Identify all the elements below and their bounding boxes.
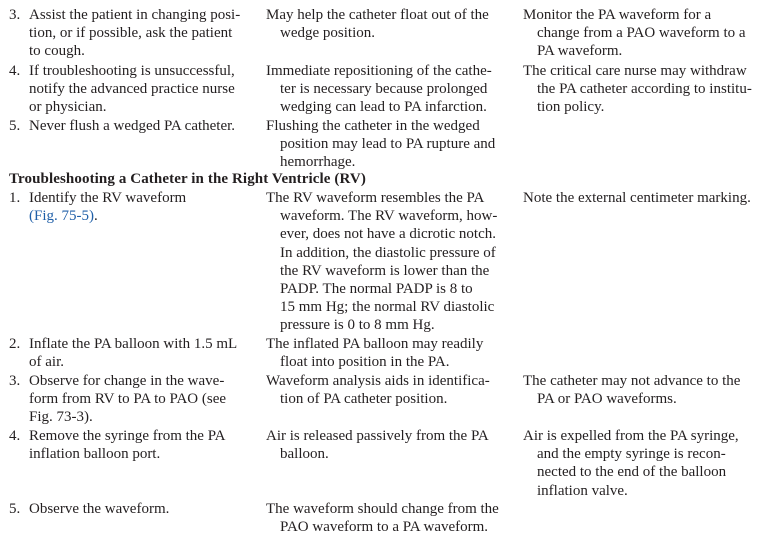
step-number: 1.: [9, 190, 21, 206]
note-line: PA or PAO waveforms.: [537, 391, 677, 408]
step-text-line: Observe for change in the wave-: [29, 373, 225, 389]
step-text-line: notify the advanced practice nurse: [29, 81, 235, 98]
note-cell: [523, 427, 769, 500]
rationale-line: 15 mm Hg; the normal RV diastolic: [280, 299, 495, 316]
step-text-line: form from RV to PA to PAO (see: [29, 391, 227, 408]
note-cell: [523, 62, 769, 117]
step-cell: [9, 189, 255, 225]
step-number: 5.: [9, 118, 21, 134]
step-text-line: inflation balloon port.: [29, 446, 161, 463]
step-cell: [9, 500, 255, 518]
rationale-cell: [266, 500, 510, 536]
step-number: 5.: [9, 501, 21, 517]
rationale-line: ever, does not have a dicrotic notch.: [280, 226, 496, 243]
note-cell: [523, 6, 769, 61]
step-cell: [9, 335, 255, 371]
section-heading: Troubleshooting a Catheter in the Right Ventricle (RV): [9, 171, 366, 187]
note-line: nected to the end of the balloon: [537, 464, 727, 481]
rationale-line: wedging can lead to PA infarction.: [280, 99, 487, 116]
step-text-line: Never flush a wedged PA catheter.: [29, 118, 236, 134]
rationale-line: In addition, the diastolic pressure of: [280, 244, 496, 261]
step-number: 4.: [9, 428, 21, 444]
step-text-line: If troubleshooting is unsuccessful,: [29, 63, 235, 79]
rationale-line: The inflated PA balloon may readily: [266, 336, 484, 352]
rationale-line: balloon.: [280, 446, 329, 463]
note-line: the PA catheter according to institu-: [537, 81, 752, 98]
step-number: 2.: [9, 336, 21, 352]
step-text-line: Inflate the PA balloon with 1.5 mL: [29, 336, 238, 352]
rationale-cell: [266, 335, 510, 371]
step-number: 4.: [9, 63, 21, 79]
step-cell: [9, 372, 255, 427]
rationale-line: hemorrhage.: [280, 154, 356, 171]
rationale-line: The RV waveform resembles the PA: [266, 190, 485, 206]
step-text-line: [29, 207, 255, 225]
step-text-line: Remove the syringe from the PA: [29, 428, 226, 444]
note-line: PA waveform.: [537, 43, 623, 60]
note-cell: [523, 189, 769, 207]
rationale-cell: [266, 372, 510, 408]
step-text-line: Identify the RV waveform: [29, 190, 187, 206]
rationale-cell: [266, 189, 510, 335]
step-text-line: tion, or if possible, ask the patient: [29, 25, 233, 42]
note-line: change from a PAO waveform to a: [537, 25, 746, 42]
step-text-line: Observe the waveform.: [29, 501, 170, 517]
note-line: The catheter may not advance to the: [523, 373, 741, 389]
note-line: Note the external centimeter marking.: [523, 190, 751, 206]
step-text-line: to cough.: [29, 43, 85, 60]
step-number: 3.: [9, 7, 21, 23]
step-number: 3.: [9, 373, 21, 389]
rationale-line: pressure is 0 to 8 mm Hg.: [280, 317, 435, 334]
rationale-line: float into position in the PA.: [280, 354, 450, 371]
step-text-suffix: .: [94, 208, 98, 225]
step-text-line: or physician.: [29, 99, 107, 116]
rationale-line: ter is necessary because prolonged: [280, 81, 488, 98]
rationale-line: PAO waveform to a PA waveform.: [280, 519, 489, 536]
rationale-line: Waveform analysis aids in identifica-: [266, 373, 490, 389]
step-cell: [9, 427, 255, 463]
rationale-cell: [266, 427, 510, 463]
rationale-line: position may lead to PA rupture and: [280, 136, 496, 153]
step-cell: [9, 6, 255, 61]
step-cell: [9, 117, 255, 135]
step-text-line: Assist the patient in changing posi-: [29, 7, 241, 23]
rationale-line: the RV waveform is lower than the: [280, 262, 490, 279]
figure-reference-link[interactable]: (Fig. 75-5): [29, 208, 94, 225]
rationale-cell: [266, 117, 510, 172]
step-cell: [9, 62, 255, 117]
rationale-cell: [266, 6, 510, 42]
rationale-line: waveform. The RV waveform, how-: [280, 208, 498, 225]
note-cell: [523, 372, 769, 408]
rationale-cell: [266, 62, 510, 117]
rationale-line: Air is released passively from the PA: [266, 428, 489, 444]
rationale-line: May help the catheter float out of the: [266, 7, 489, 23]
step-text-line: of air.: [29, 354, 64, 371]
note-line: inflation valve.: [537, 482, 628, 499]
rationale-line: The waveform should change from the: [266, 501, 499, 517]
note-line: Air is expelled from the PA syringe,: [523, 428, 739, 444]
rationale-line: Flushing the catheter in the wedged: [266, 118, 480, 134]
rationale-line: Immediate repositioning of the cathe-: [266, 63, 492, 79]
note-line: The critical care nurse may withdraw: [523, 63, 747, 79]
step-text-line: Fig. 73-3).: [29, 409, 93, 426]
rationale-line: wedge position.: [280, 25, 375, 42]
note-line: and the empty syringe is recon-: [537, 446, 726, 463]
rationale-line: PADP. The normal PADP is 8 to: [280, 281, 473, 298]
note-line: tion policy.: [537, 99, 605, 116]
rationale-line: tion of PA catheter position.: [280, 391, 448, 408]
note-line: Monitor the PA waveform for a: [523, 7, 712, 23]
